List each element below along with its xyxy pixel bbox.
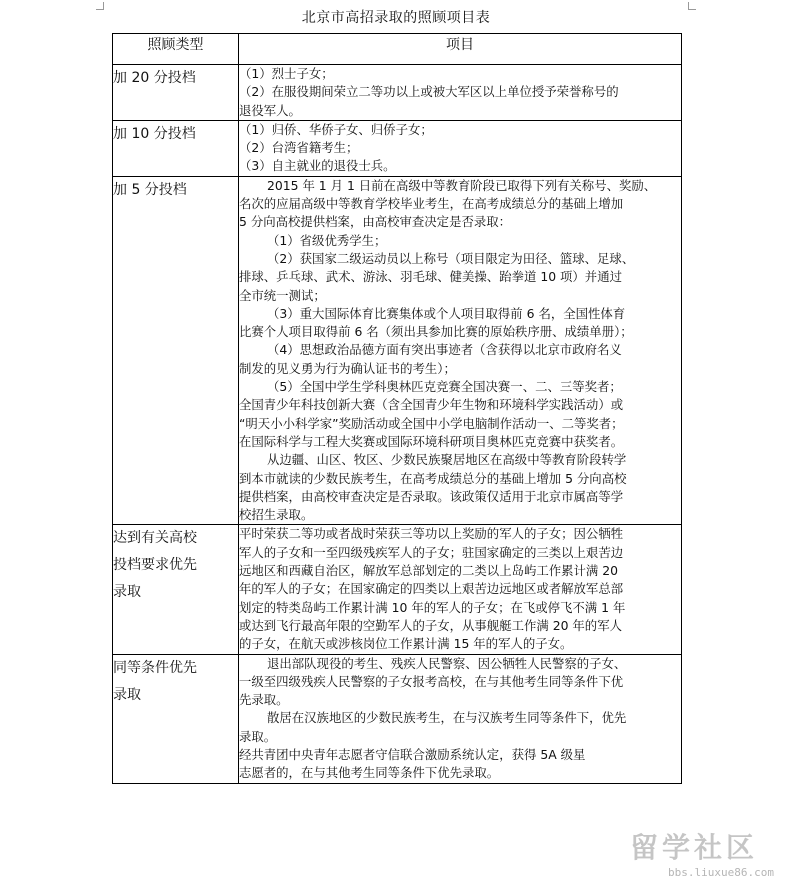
care-type-cell	[113, 176, 239, 525]
item-line: 从边疆、山区、牧区、少数民族聚居地区在高级中等教育阶段转学	[267, 452, 627, 468]
care-items-cell	[239, 525, 682, 654]
item-line: 名次的应届高级中等教育学校毕业考生，在高考成绩总分的基础上增加	[239, 196, 624, 212]
watermark-url: bbs.liuxue86.com	[668, 866, 774, 879]
item-line: 提供档案，由高校审查决定是否录取。该政策仅适用于北京市属高等学	[239, 488, 624, 504]
care-type-label: 达到有关高校	[113, 530, 197, 547]
care-items-cell	[239, 65, 682, 121]
item-line: （3）重大国际体育比赛集体或个人项目取得前 6 名，全国性体育	[267, 305, 626, 321]
item-line: （2）台湾省籍考生；	[239, 140, 359, 156]
table-body	[113, 65, 682, 784]
care-items-cell	[239, 120, 682, 176]
table-row	[113, 176, 682, 525]
item-line: 先录取。	[239, 692, 289, 708]
item-line: 散居在汉族地区的少数民族考生，在与汉族考生同等条件下，优先	[267, 710, 627, 726]
table-header-row	[113, 34, 682, 65]
site-watermark	[622, 826, 792, 886]
care-type-cell	[113, 654, 239, 783]
item-line: 划定的特类岛屿工作累计满 10 年的军人的子女；在飞或停飞不满 1 年	[239, 599, 626, 615]
table-row	[113, 525, 682, 654]
item-line: 全市统一测试；	[239, 287, 326, 303]
care-items-table	[112, 33, 682, 784]
item-line: （2）获国家二级运动员以上称号（项目限定为田径、篮球、足球、	[267, 250, 635, 266]
item-line: 的子女，在航天或涉核岗位工作累计满 15 年的军人的子女。	[239, 636, 573, 652]
item-line: 录取。	[239, 728, 277, 744]
care-items-cell	[239, 654, 682, 783]
item-line: （2）在服役期间荣立二等功以上或被大军区以上单位授予荣誉称号的	[239, 84, 619, 100]
item-line: （3）自主就业的退役士兵。	[239, 158, 396, 174]
header-type: 照顾类型	[113, 34, 239, 65]
care-type-label: 投档要求优先	[113, 557, 197, 574]
header-items: 项目	[239, 34, 682, 65]
table-row	[113, 65, 682, 121]
care-type-cell	[113, 65, 239, 121]
item-line: 军人的子女和一至四级残疾军人的子女；驻国家确定的三类以上艰苦边	[239, 544, 624, 560]
care-type-label: 录取	[113, 584, 141, 601]
item-line: （1）烈士子女；	[239, 66, 334, 81]
item-line: （1）归侨、华侨子女、归侨子女；	[239, 121, 433, 137]
item-line: 制发的见义勇为行为确认证书的考生）；	[239, 360, 456, 376]
item-line: （1）省级优秀学生；	[267, 232, 387, 248]
care-type-label: 加 10 分投档	[113, 125, 196, 142]
document-title: 北京市高招录取的照顾项目表	[301, 10, 491, 26]
care-items-cell	[239, 176, 682, 525]
item-line: 2015 年 1 月 1 日前在高级中等教育阶段已取得下列有关称号、奖励、	[267, 177, 657, 193]
page-corner-mark-left	[96, 2, 104, 10]
care-type-cell	[113, 120, 239, 176]
item-line: 校招生录取。	[239, 507, 314, 523]
item-line: 平时荣获二等功或者战时荣获三等功以上奖励的军人的子女；因公牺牲	[239, 526, 624, 542]
item-line: 退出部队现役的考生、残疾人民警察、因公牺牲人民警察的子女、	[267, 655, 627, 671]
item-line: 或达到飞行最高年限的空勤军人的子女，从事舰艇工作满 20 年的军人	[239, 617, 622, 633]
item-line: 到本市就读的少数民族考生，在高考成绩总分的基础上增加 5 分向高校	[239, 470, 627, 486]
item-line: 年的军人的子女；在国家确定的四类以上艰苦边远地区或者解放军总部	[239, 581, 624, 597]
item-line: 远地区和西藏自治区，解放军总部划定的二类以上岛屿工作累计满 20	[239, 563, 619, 579]
item-line: “明天小小科学家”奖励活动或全国中小学电脑制作活动一、二等奖者；	[239, 415, 624, 431]
item-line: （4）思想政治品德方面有突出事迹者（含获得以北京市政府名义	[267, 342, 622, 358]
item-line: 志愿者的，在与其他考生同等条件下优先录取。	[239, 765, 500, 781]
watermark-brand: 留学社区	[630, 831, 759, 864]
item-line: 全国青少年科技创新大赛（含全国青少年生物和环境科学实践活动）或	[239, 397, 624, 413]
care-type-label: 同等条件优先	[113, 659, 197, 676]
item-line: 在国际科学与工程大奖赛或国际环境科研项目奥林匹克竞赛中获奖者。	[239, 433, 624, 449]
item-line: 排球、乒乓球、武术、游泳、羽毛球、健美操、跆拳道 10 项）并通过	[239, 269, 622, 285]
care-type-label: 加 5 分投档	[113, 181, 187, 198]
item-line: 经共青团中央青年志愿者守信联合激励系统认定，获得 5A 级星	[239, 746, 586, 762]
item-line: 比赛个人项目取得前 6 名（须出具参加比赛的原始秩序册、成绩单册）；	[239, 324, 633, 340]
item-line: 5 分向高校提供档案，由高校审查决定是否录取：	[239, 214, 512, 230]
care-type-cell	[113, 525, 239, 654]
item-line: 一级至四级残疾人民警察的子女报考高校，在与其他考生同等条件下优	[239, 673, 624, 689]
page-corner-mark-right	[688, 2, 696, 10]
care-type-label: 加 20 分投档	[113, 70, 196, 86]
care-type-label: 录取	[113, 686, 141, 703]
table-row	[113, 120, 682, 176]
item-line: 退役军人。	[239, 102, 301, 118]
table-row	[113, 654, 682, 783]
item-line: （5）全国中学生学科奥林匹克竞赛全国决赛一、二、三等奖者；	[267, 379, 622, 395]
